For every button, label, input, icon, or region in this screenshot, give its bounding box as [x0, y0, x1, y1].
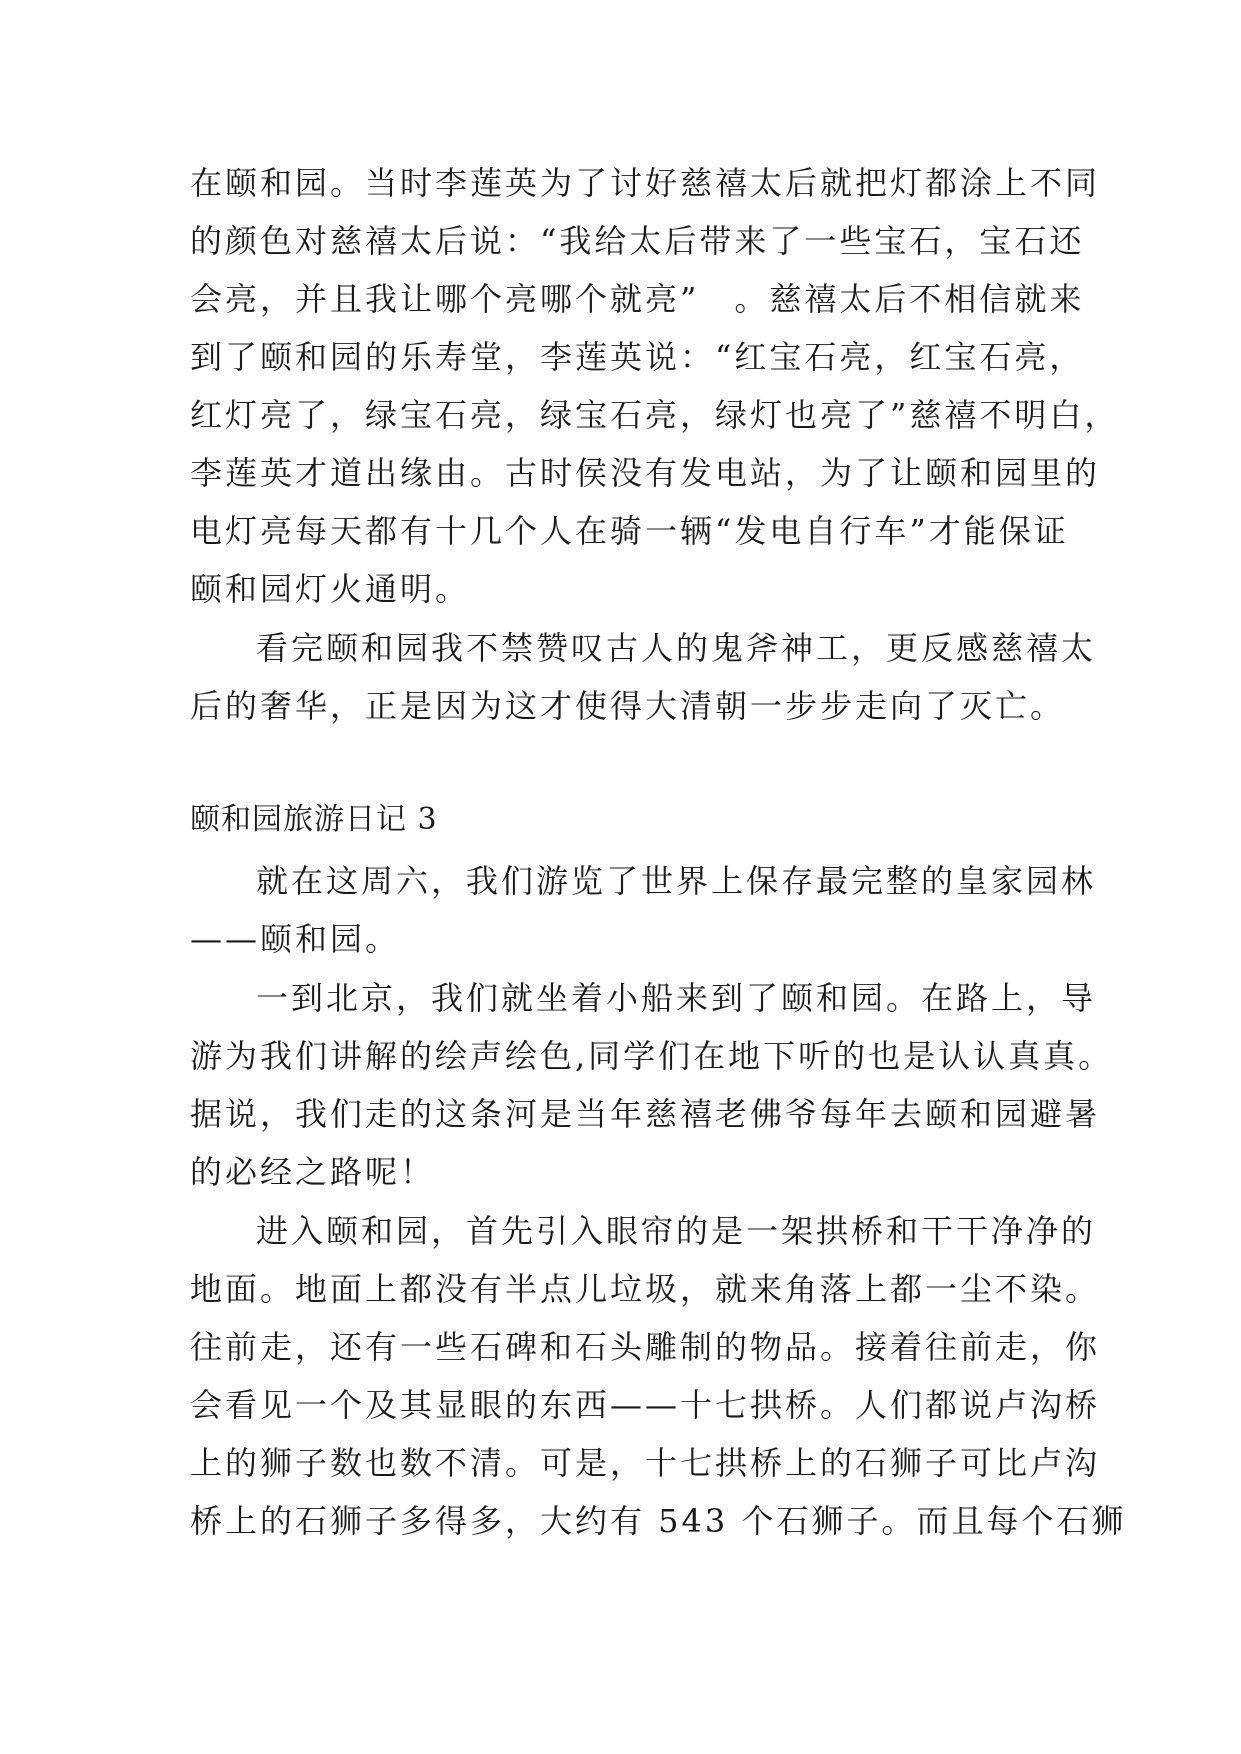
paragraph-line: 颐和园灯火通明。	[190, 570, 471, 608]
paragraph-line: 后的奢华，正是因为这才使得大清朝一步步走向了灭亡。	[190, 687, 1066, 725]
paragraph-line: 进入颐和园，首先引入眼帘的是一架拱桥和干干净净的	[256, 1212, 1097, 1250]
paragraph-line: 李莲英才道出缘由。古时侯没有发电站，为了让颐和园里的	[190, 454, 1101, 492]
paragraph-line: 上的狮子数也数不清。可是，十七拱桥上的石狮子可比卢沟	[190, 1444, 1101, 1482]
paragraph-line: ——颐和园。	[190, 920, 401, 958]
paragraph-line: 一到北京，我们就坐着小船来到了颐和园。在路上，导	[256, 979, 1097, 1017]
paragraph-line: 地面。地面上都没有半点儿垃圾，就来角落上都一尘不染。	[190, 1270, 1101, 1308]
paragraph-line: 红灯亮了，绿宝石亮，绿宝石亮，绿灯也亮了”慈禧不明白，	[190, 396, 1120, 434]
paragraph-line: 桥上的石狮子多得多，大约有 543 个石狮子。而且每个石狮	[190, 1502, 1127, 1540]
paragraph-line: 往前走，还有一些石碑和石头雕制的物品。接着往前走，你	[190, 1328, 1101, 1366]
paragraph-line: 电灯亮每天都有十几个人在骑一辆“发电自行车”才能保证	[190, 512, 1069, 550]
paragraph-line: 据说，我们走的这条河是当年慈禧老佛爷每年去颐和园避暑	[190, 1095, 1101, 1133]
paragraph-line: 游为我们讲解的绘声绘色,同学们在地下听的也是认认真真。	[190, 1037, 1114, 1075]
paragraph-line: 会亮，并且我让哪个亮哪个就亮” 。慈禧太后不相信就来	[190, 280, 1085, 318]
paragraph-line: 的必经之路呢！	[190, 1153, 436, 1191]
paragraph-line: 会看见一个及其显眼的东西——十七拱桥。人们都说卢沟桥	[190, 1386, 1101, 1424]
paragraph-line: 的颜色对慈禧太后说：“我给太后带来了一些宝石，宝石还	[190, 222, 1085, 260]
section-title: 颐和园旅游日记 3	[190, 802, 438, 837]
paragraph-line: 到了颐和园的乐寿堂，李莲英说：“红宝石亮，红宝石亮，	[190, 338, 1085, 376]
paragraph-line: 在颐和园。当时李莲英为了讨好慈禧太后就把灯都涂上不同	[190, 164, 1101, 202]
paragraph-line: 就在这周六，我们游览了世界上保存最完整的皇家园林	[256, 862, 1097, 900]
paragraph-line: 看完颐和园我不禁赞叹古人的鬼斧神工，更反感慈禧太	[256, 629, 1097, 667]
